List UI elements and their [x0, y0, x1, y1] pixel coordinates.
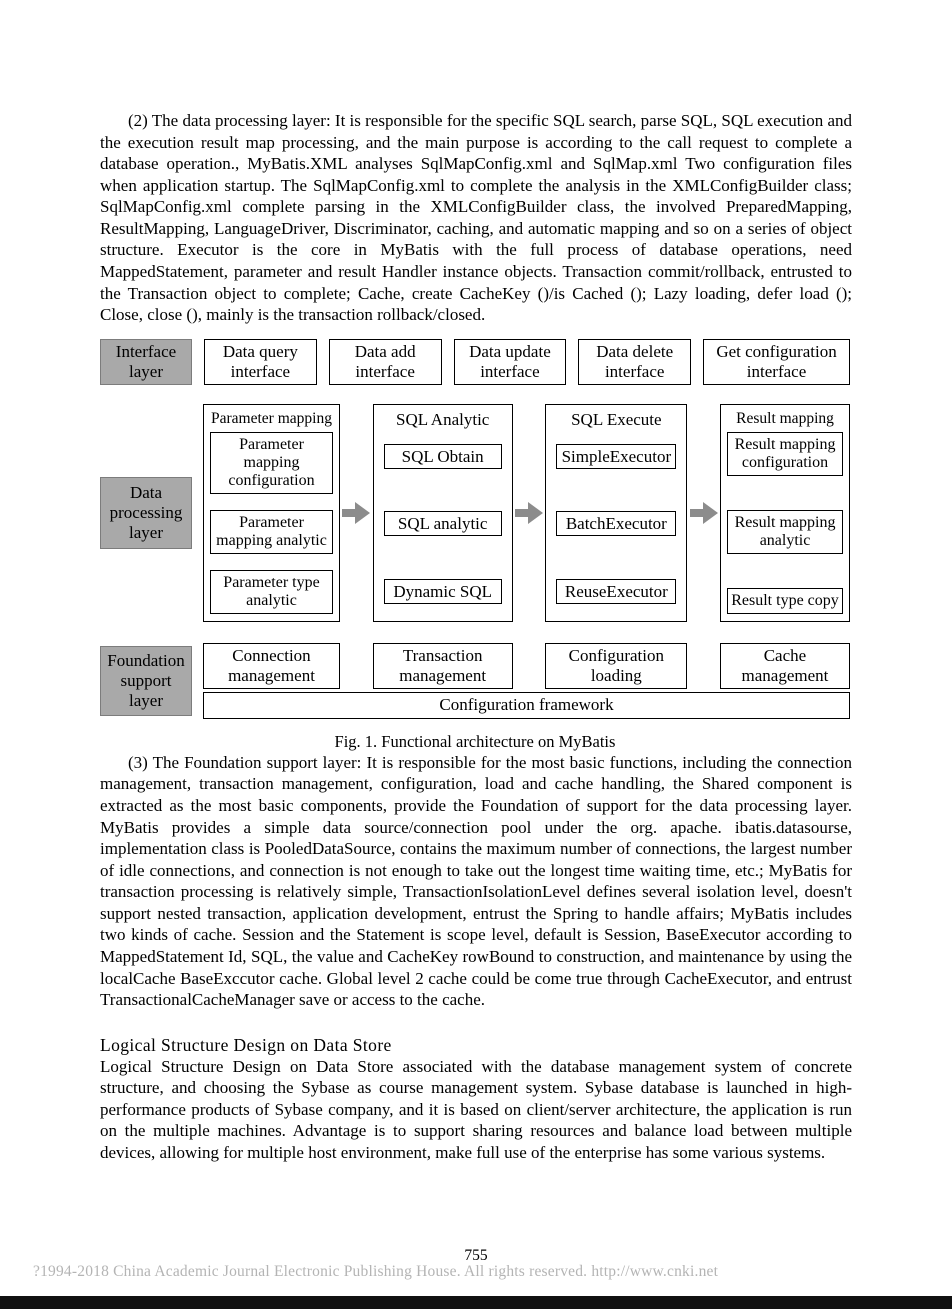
copyright-watermark: ?1994-2018 China Academic Journal Electronic Publishing House. All rights reserved. http://www.cnki.net [33, 1263, 719, 1280]
box-reuse-executor: ReuseExecutor [556, 579, 676, 604]
box-parameter-mapping-configuration: Parameter mapping configuration [210, 432, 333, 494]
paragraph-4: Logical Structure Design on Data Store associated with the database management system of concrete structure, and choosing the Sybase as course management system. Sybase database is launched in high-performance products of Sybase company, and it is based on client/server architecture, the application is run on the multiple machines. Advantage is to support sharing resources and balance load between multiple devices, allowing for multiple host environment, make full use of the enterprise has some various systems. [100, 1056, 852, 1163]
column-title: Parameter mapping [211, 409, 332, 427]
box-parameter-mapping-analytic: Parameter mapping analytic [210, 510, 333, 554]
arrow-right-icon [342, 502, 370, 524]
page-bottom-edge [0, 1296, 952, 1309]
page-number: 755 [464, 1247, 488, 1264]
box-connection-management: Connection management [203, 643, 340, 689]
box-sql-obtain: SQL Obtain [384, 444, 502, 469]
box-parameter-type-analytic: Parameter type analytic [210, 570, 333, 614]
interface-layer-label: Interface layer [100, 339, 192, 385]
foundation-right [203, 643, 850, 719]
box-data-query-interface: Data query interface [204, 339, 317, 385]
spacer [192, 404, 203, 622]
foundation-layer-label: Foundation support layer [100, 646, 192, 716]
arrow-right-icon [690, 502, 718, 524]
column-title: Result mapping [736, 409, 834, 427]
box-result-mapping-analytic: Result mapping analytic [727, 510, 843, 554]
column-items [552, 432, 680, 614]
arrow-container [340, 404, 373, 622]
column-parameter-mapping [203, 404, 340, 622]
box-get-configuration-interface: Get configuration interface [703, 339, 850, 385]
box-cache-management: Cache management [720, 643, 850, 689]
box-configuration-loading: Configuration loading [545, 643, 687, 689]
box-simple-executor: SimpleExecutor [556, 444, 676, 469]
column-items [210, 432, 333, 614]
column-title: SQL Analytic [396, 409, 490, 429]
foundation-boxes-row [203, 643, 850, 689]
paragraph-3: (3) The Foundation support layer: It is responsible for the most basic functions, including the connection management, transaction management, configuration, load and cache handling, the Shared component is extracted as the most basic components, provide the Foundation of support for the data processing layer. MyBatis provides a simple data source/connection pool under the org. apache. ibatis.datasourse, implementation class is PooledDataSource, contains the maximum number of connections, the largest number of idle connections, and connection is not enough to take out the longest time waiting time, etc.; MyBatis for transaction processing is relatively simple, TransactionIsolationLevel defines several isolation level, doesn't support nested transaction, application development, entrust the Spring to handle affairs; MyBatis includes two kinds of cache. Session and the Statement is scope level, default is Session, BaseExecutor according to MappedStatement Id, SQL, the value and CacheKey rowBound to construction, and maintenance by using the localCache BaseExccutor cache. Global level 2 cache could be come true through CacheExecutor, and entrust TransactionalCacheManager save or access to the cache. [100, 752, 852, 1010]
spacer [192, 643, 203, 719]
paragraph-2: (2) The data processing layer: It is responsible for the specific SQL search, parse SQL, SQL execution and the execution result map processing, and the main purpose is according to the call request to complete a database operation., MyBatis.XML analyses SqlMapConfig.xml and SqlMap.xml Two configuration files when application startup. The SqlMapConfig.xml to complete the analysis in the XMLConfigBuilder class; SqlMapConfig.xml complete parsing in the XMLConfigBuilder class, the involved PreparedMapping, ResultMapping, LanguageDriver, Discriminator, caching, and automatic mapping and so on a series of object structure. Executor is the core in MyBatis with the full process of database operations, need MappedStatement, parameter and result Handler instance objects. Transaction commit/rollback, entrusted to the Transaction object to complete; Cache, create CacheKey ()/is Cached (); Lazy loading, defer load (); Close, close (), mainly is the transaction rollback/closed. [100, 111, 853, 325]
figure-mybatis-architecture [100, 339, 850, 752]
arrow-right-icon [515, 502, 543, 524]
column-items [727, 432, 843, 614]
section-heading: Logical Structure Design on Data Store [100, 1034, 392, 1055]
foundation-layer-row [100, 643, 850, 719]
box-batch-executor: BatchExecutor [556, 511, 676, 536]
box-result-mapping-configuration: Result mapping configuration [727, 432, 843, 476]
figure-caption: Fig. 1. Functional architecture on MyBatis [334, 731, 616, 751]
processing-layer-label: Data processing layer [100, 477, 192, 549]
page-content [100, 110, 852, 1164]
column-items [380, 432, 506, 614]
column-title: SQL Execute [571, 409, 662, 429]
processing-layer-row [100, 404, 850, 622]
box-sql-analytic: SQL analytic [384, 511, 502, 536]
column-sql-analytic [373, 404, 513, 622]
box-configuration-framework: Configuration framework [203, 692, 850, 719]
box-data-add-interface: Data add interface [329, 339, 442, 385]
column-sql-execute [545, 404, 687, 622]
box-dynamic-sql: Dynamic SQL [384, 579, 502, 604]
arrow-container [513, 404, 546, 622]
interface-layer-row [100, 339, 850, 385]
box-data-delete-interface: Data delete interface [578, 339, 691, 385]
box-data-update-interface: Data update interface [454, 339, 567, 385]
column-result-mapping [720, 404, 850, 622]
box-transaction-management: Transaction management [373, 643, 513, 689]
box-result-type-copy: Result type copy [727, 588, 843, 614]
arrow-container [687, 404, 720, 622]
